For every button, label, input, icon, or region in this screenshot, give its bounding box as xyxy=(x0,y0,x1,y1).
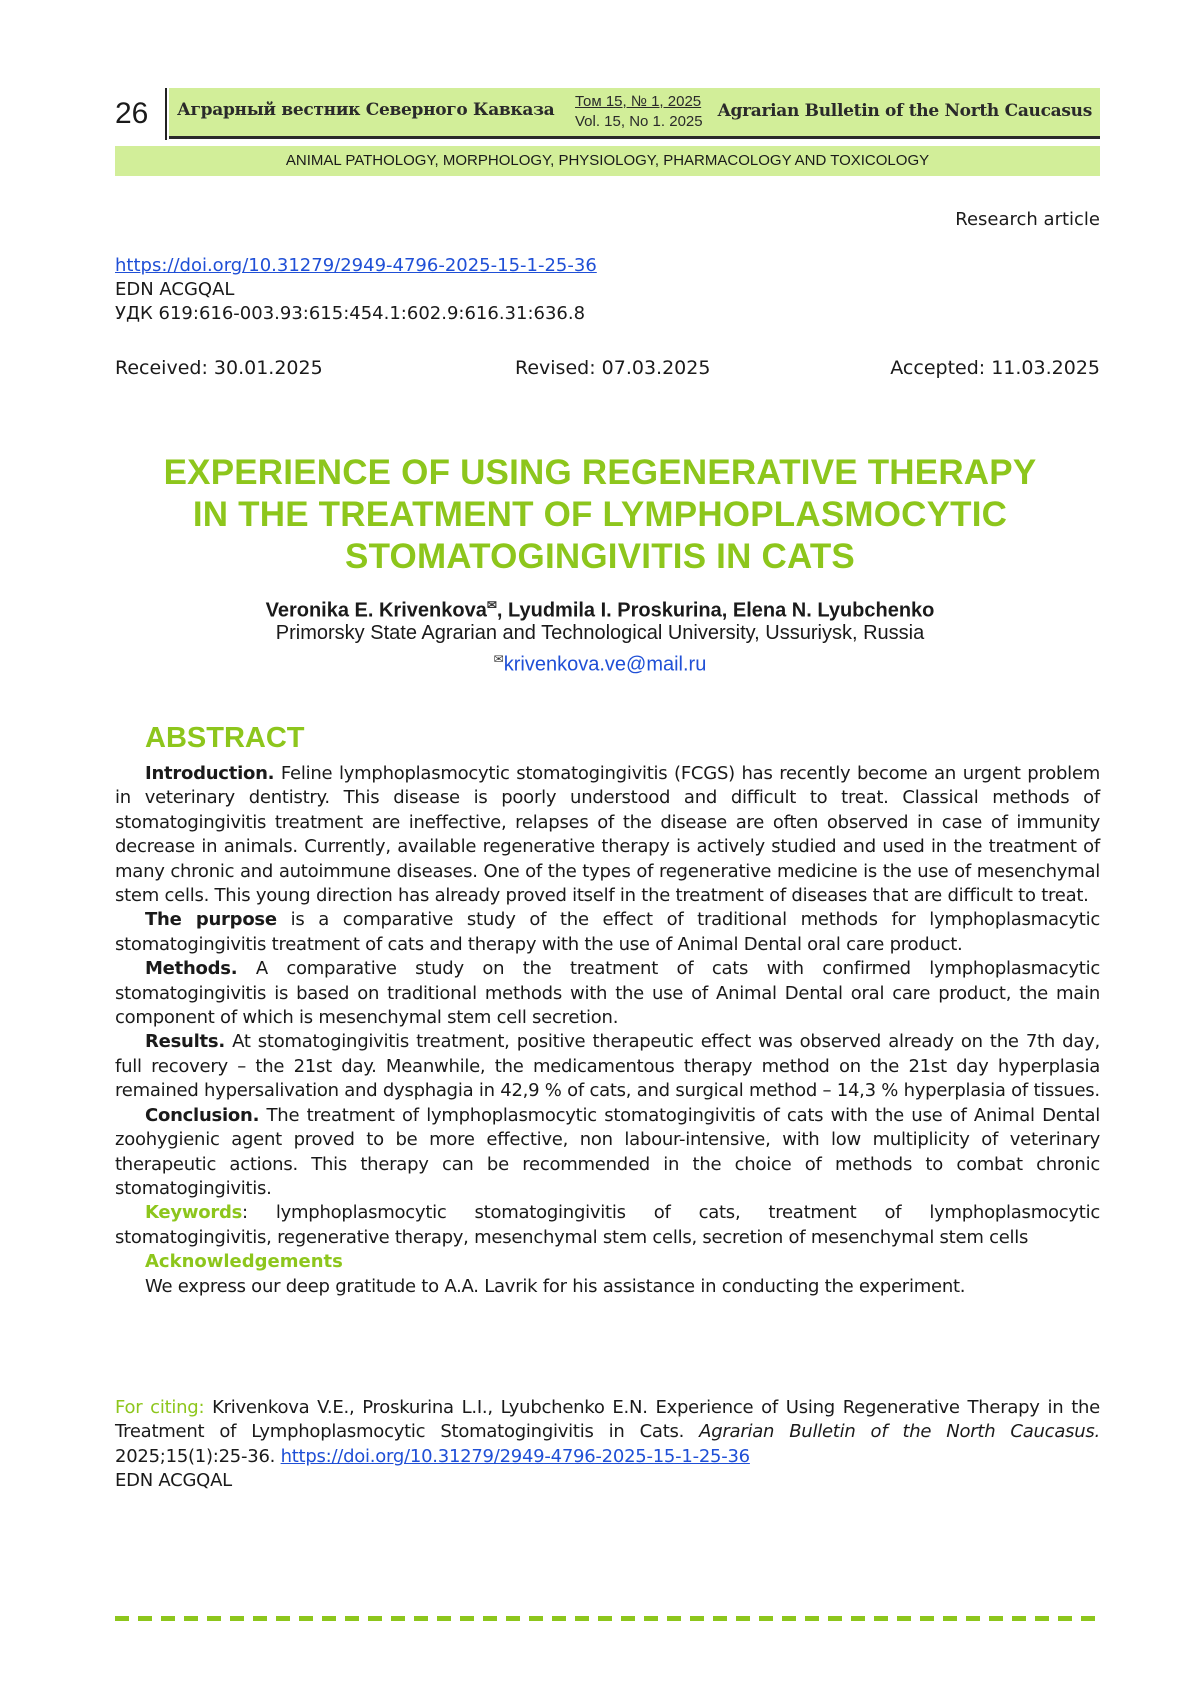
abstract-introduction xyxy=(115,762,1100,908)
citation-year-pages: 2025;15(1):25-36. xyxy=(115,1445,281,1467)
acknowledgements-text: We express our deep gratitude to A.A. Lavrik for his assistance in conducting the experiment. xyxy=(145,1275,966,1297)
abstract-results xyxy=(115,1030,1100,1103)
results-label: Results. xyxy=(145,1031,225,1053)
accepted-date: Accepted: 11.03.2025 xyxy=(890,357,1100,379)
section-title: ANIMAL PATHOLOGY, MORPHOLOGY, PHYSIOLOGY, PHARMACOLOGY AND TOXICOLOGY xyxy=(115,146,1100,176)
envelope-icon: ✉ xyxy=(493,652,504,666)
running-header xyxy=(115,88,1100,140)
title-line: EXPERIENCE OF USING REGENERATIVE THERAPY xyxy=(163,453,1037,492)
abstract-purpose xyxy=(115,908,1100,957)
citation-block xyxy=(115,1396,1100,1494)
keywords-label: Keywords xyxy=(145,1202,243,1224)
conclusion-text: The treatment of lymphoplasmocytic stomatogingivitis of cats with the use of Animal Dental zoohygienic agent proved to be more effective, non labour-intensive, with low multiplicity of veterinary therapeutic actions. This therapy can be recommended in the choice of methods to combat chronic stomatogingivitis. xyxy=(115,1104,1100,1199)
journal-title-ru: Аграрный вестник Северного Кавказа xyxy=(177,100,555,120)
journal-title-en: Agrarian Bulletin of the North Caucasus xyxy=(717,101,1092,121)
author-list xyxy=(150,592,1050,624)
envelope-icon: ✉ xyxy=(486,598,497,612)
purpose-label: The purpose xyxy=(145,909,277,931)
email-link[interactable]: krivenkova.ve@mail.ru xyxy=(503,653,707,676)
citation-doi-link[interactable]: https://doi.org/10.31279/2949-4796-2025-15-1-25-36 xyxy=(280,1445,750,1467)
article-type: Research article xyxy=(955,209,1100,230)
edn-code: EDN ACGQAL xyxy=(115,279,235,300)
citation-edn: EDN ACGQAL xyxy=(115,1470,232,1492)
author-others: , Lyudmila I. Proskurina, Elena N. Lyubchenko xyxy=(496,599,935,622)
abstract-body xyxy=(115,762,1100,1299)
abstract-heading: ABSTRACT xyxy=(145,722,305,754)
intro-text: Feline lymphoplasmocytic stomatogingivitis (FCGS) has recently become an urgent problem in veterinary dentistry. This disease is poorly understood and difficult to treat. Classical methods of stomatogingivitis treatment are ineffective, relapses of the disease are often observed in case of immunity decrease in animals. Currently, available regenerative therapy is actively studied and used in the treatment of many chronic and autoimmune diseases. One of the types of regenerative medicine is the use of mesenchymal stem cells. This young direction has already proved itself in the treatment of diseases that are difficult to treat. xyxy=(115,763,1100,907)
methods-label: Methods. xyxy=(145,958,238,980)
footer-dashed-rule xyxy=(115,1616,1100,1621)
article-title xyxy=(150,452,1050,578)
acknowledgements-heading: Acknowledgements xyxy=(145,1251,343,1273)
revised-date: Revised: 07.03.2025 xyxy=(515,357,711,379)
author-corresponding: Veronika E. Krivenkova xyxy=(265,599,487,622)
volume-info xyxy=(575,92,703,132)
purpose-text: is a comparative study of the effect of traditional methods for lymphoplasmacytic stomatogingivitis treatment of cats and therapy with the use of Animal Dental oral care product. xyxy=(115,909,1100,955)
affiliation: Primorsky State Agrarian and Technological University, Ussuriysk, Russia xyxy=(275,622,925,644)
header-divider xyxy=(165,88,167,140)
methods-text: A comparative study on the treatment of cats with confirmed lymphoplasmacytic stomatogingivitis is based on traditional methods with the use of Animal Dental oral care product, the main component of which is mesenchymal stem cell secretion. xyxy=(115,958,1100,1029)
volume-ru: Том 15, № 1, 2025 xyxy=(575,93,702,110)
results-text: At stomatogingivitis treatment, positive therapeutic effect was observed already on the 7th day, full recovery – the 21st day. Meanwhile, the medicamentous therapy method on the 21st day hyperplasia remained hypersalivation and dysphagia in 42,9 % of cats, and surgical method – 14,3 % hyperplasia of tissues. xyxy=(115,1031,1100,1102)
citation-journal: Agrarian Bulletin of the North Caucasus. xyxy=(699,1421,1100,1443)
abstract-keywords xyxy=(115,1201,1100,1250)
volume-en: Vol. 15, No 1. 2025 xyxy=(575,113,703,130)
doi-link[interactable]: https://doi.org/10.31279/2949-4796-2025-15-1-25-36 xyxy=(115,255,597,276)
title-line: IN THE TREATMENT OF LYMPHOPLASMOCYTIC xyxy=(192,495,1008,534)
citation-label: For citing: xyxy=(115,1397,205,1418)
intro-label: Introduction. xyxy=(145,763,275,784)
keywords-text: : lymphoplasmocytic stomatogingivitis of cats, treatment of lymphoplasmocytic stomatogingivitis, regenerative therapy, mesenchymal stem cells, secretion of mesenchymal stem cells xyxy=(115,1202,1100,1248)
citation-text: Krivenkova V.E., Proskurina L.I., Lyubchenko E.N. Experience of Using Regenerative Therapy in the Treatment of Lymphoplasmocytic Stomatogingivitis in Cats. xyxy=(115,1397,1100,1443)
abstract-conclusion xyxy=(115,1104,1100,1202)
author-email xyxy=(150,646,1050,678)
title-line: STOMATOGINGIVITIS IN CATS xyxy=(345,537,855,576)
conclusion-label: Conclusion. xyxy=(145,1104,260,1126)
received-date: Received: 30.01.2025 xyxy=(115,357,323,379)
page-number: 26 xyxy=(115,97,149,130)
header-underline xyxy=(169,136,1100,139)
udk-code: УДК 619:616-003.93:615:454.1:602.9:616.31:636.8 xyxy=(115,303,586,324)
abstract-methods xyxy=(115,957,1100,1030)
